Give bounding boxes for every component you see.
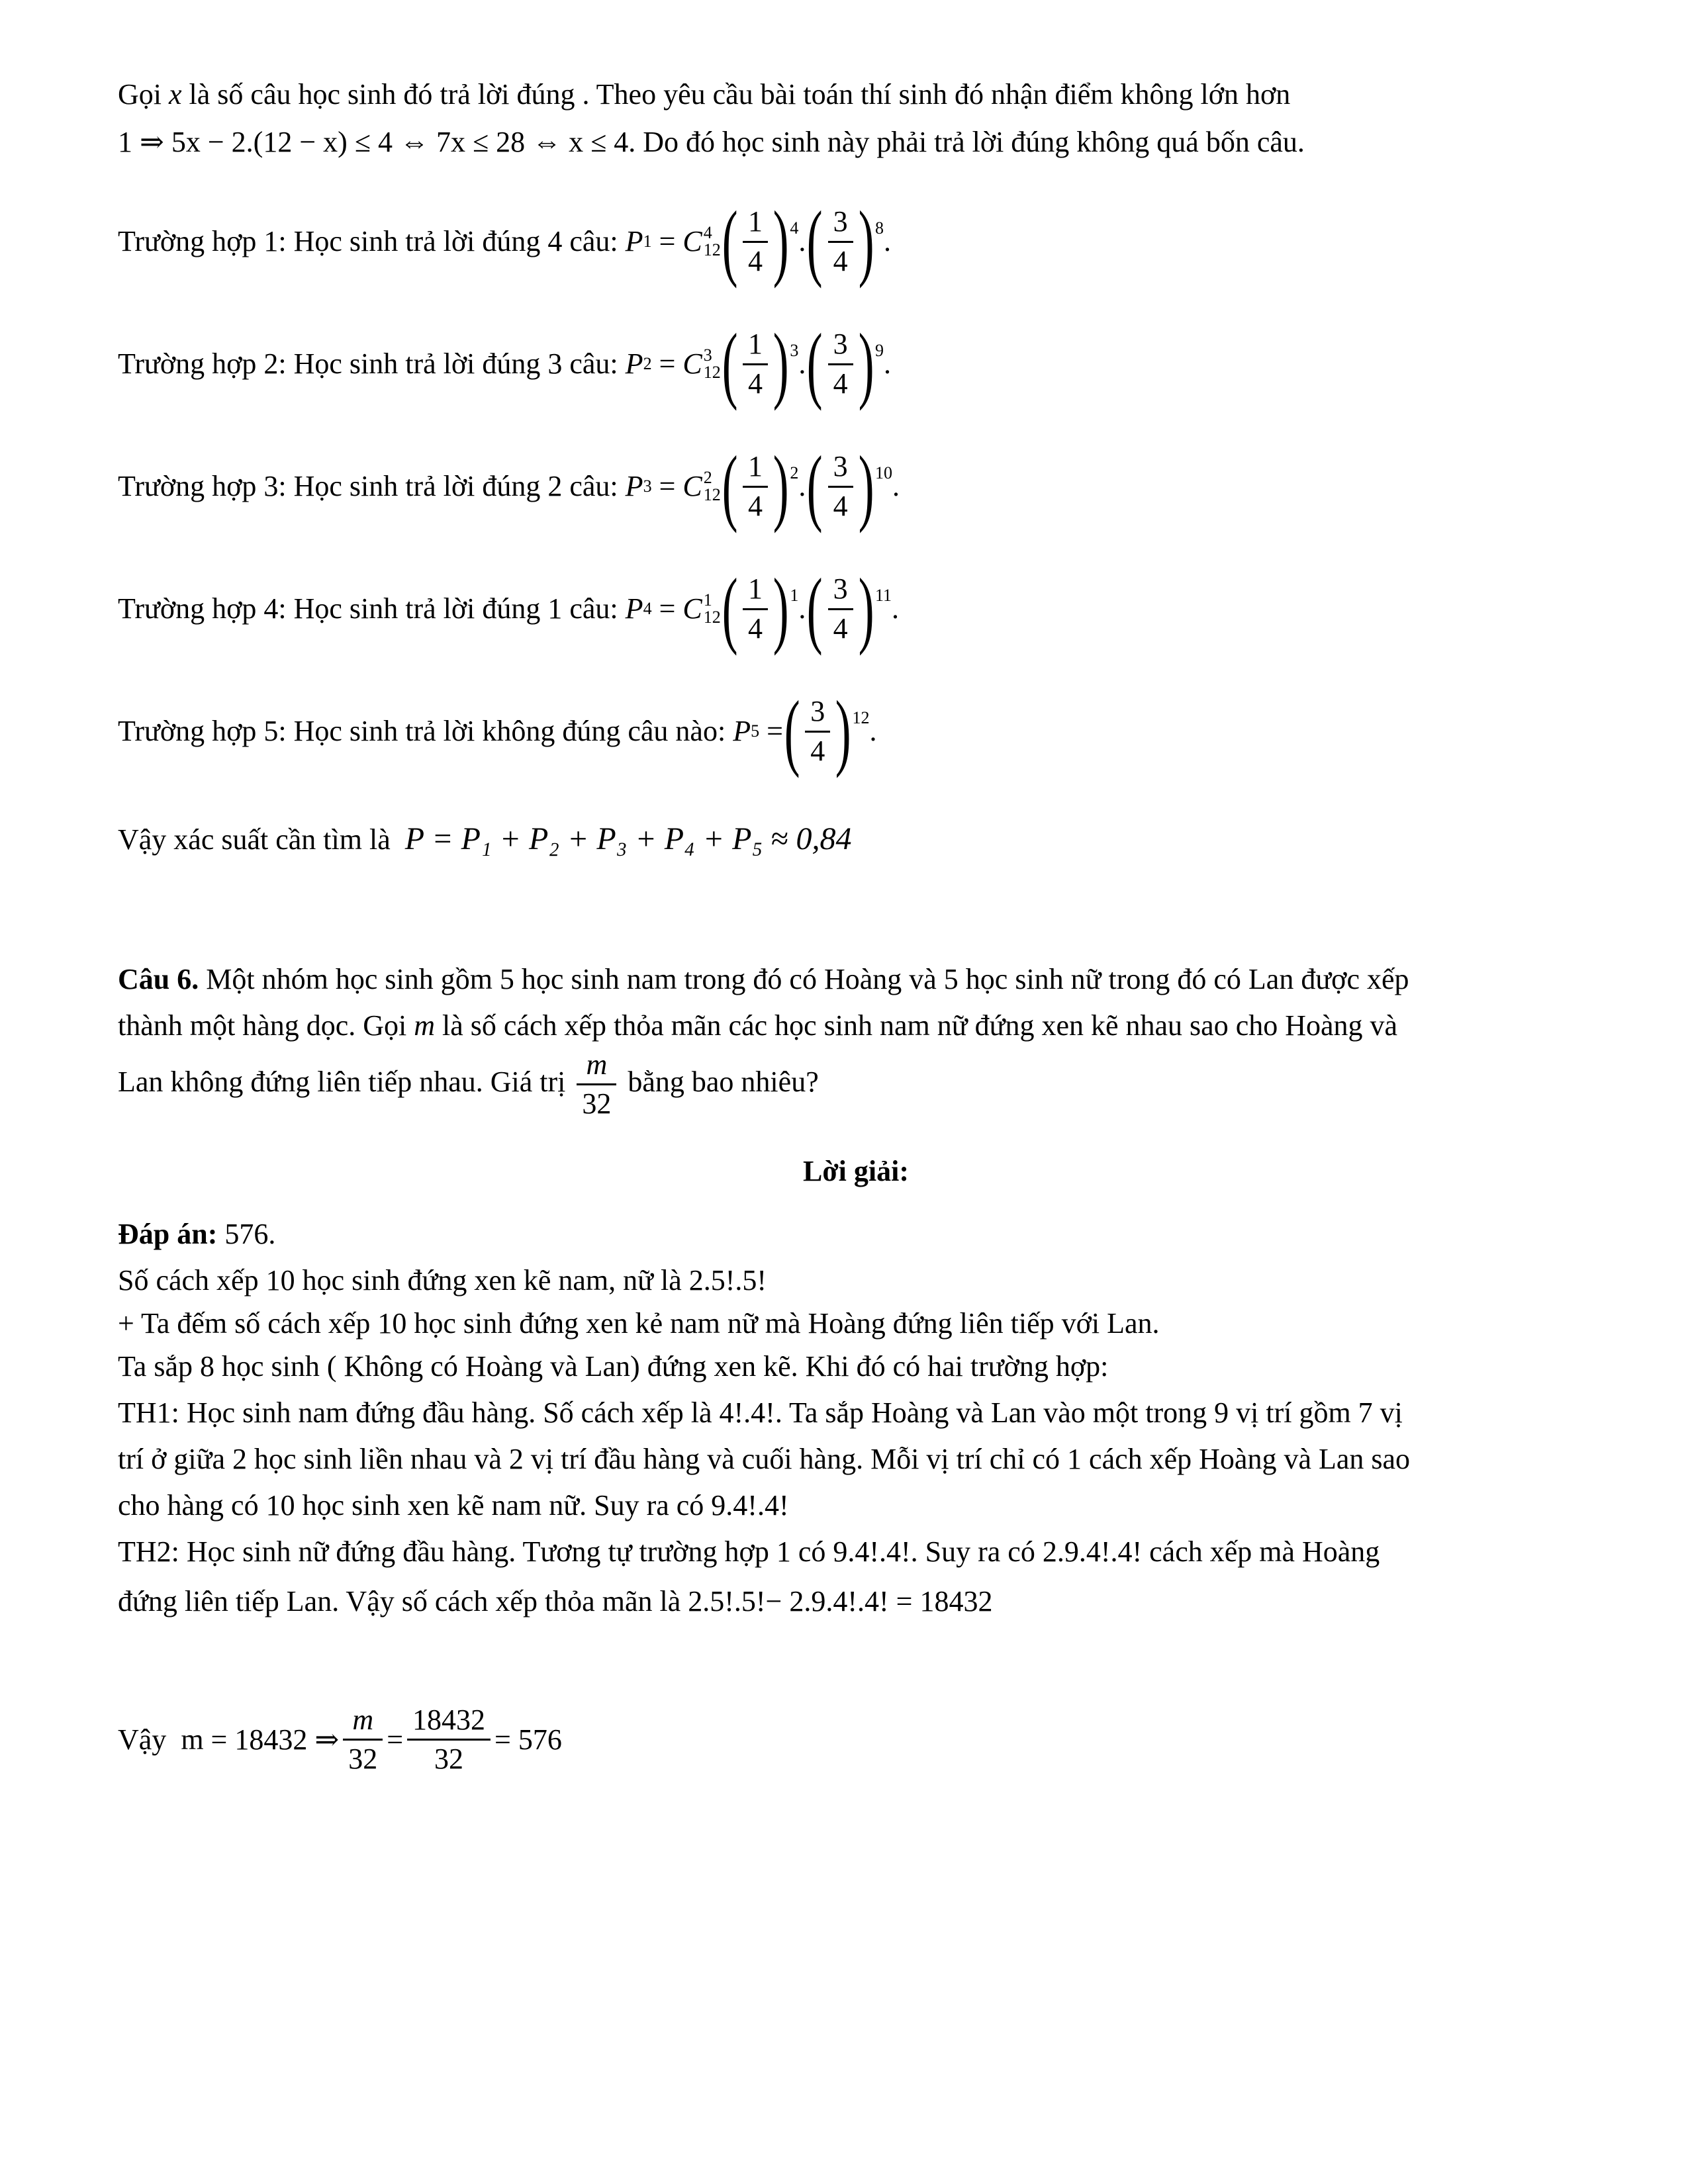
fraction-one-quarter: $\frac{1}{4}$ [743,451,768,522]
solution-line-6: cho hàng có 10 học sinh xen kẽ nam nữ. Suy ra có 9.4!.4! [118,1489,789,1522]
comb-upper: 2 [703,468,712,487]
fraction-three-quarters: $\frac{3}{4}$ [828,328,853,400]
solution-line-8: đứng liên tiếp Lan. Vậy số cách xếp thỏa mãn là 2.5!.5!− 2.9.4!.4! = 18432 [118,1585,993,1617]
exponent-1: 2 [790,463,799,483]
solution-heading: Lời giải: [802,1155,910,1187]
question-line-2 [118,1009,1397,1043]
case-row-2: Trường hợp 2: Học sinh trả lời đúng 3 câu: P 2 = C 3 12 ( $\frac{1}{4}$ ) 3 . ( $\frac{3}{4}$ ) 9 . [118,316,891,412]
case-suffix: câu: [569,592,618,625]
exponent-1: 1 [790,586,799,606]
conclusion-text: Vậy xác suất cần tìm là [118,823,391,856]
prob-index: 3 [643,477,652,496]
intro-text-c: . Do đó học sinh này phải trả lời đúng không quá bốn câu. [628,126,1305,158]
fraction-one-quarter: $\frac{1}{4}$ [743,328,768,400]
solution-line-4: TH1: Học sinh nam đứng đầu hàng. Số cách xếp là 4!.4!. Ta sắp Hoàng và Lan vào một trong 9 vị trí gồm 7 vị [118,1396,1403,1429]
question-text-3a: Lan không đứng liên tiếp nhau. Giá trị [118,1065,566,1098]
exponent-2: 9 [874,341,884,361]
case-k: 3 [547,347,563,380]
comb-upper: 4 [703,223,712,242]
prob-index: 1 [643,232,652,251]
intro-inequality: 1 ⇒ 5x − 2.(12 − x) ≤ 4 ⇔ 7x ≤ 28 ⇔ x ≤ 4 [118,126,629,158]
comb-upper: 3 [703,345,712,365]
var-m: m [414,1009,436,1042]
question-line-3 [118,1049,819,1120]
prob-symbol: P [625,347,643,380]
final-equals: = [387,1723,404,1756]
case-label: Trường hợp 3: Học sinh trả lời đúng [118,469,541,502]
solution-line-1: Số cách xếp 10 học sinh đứng xen kẽ nam, nữ là 2.5!.5! [118,1264,767,1297]
fraction-one-quarter: $\frac{1}{4}$ [743,206,768,277]
final-fraction-1: $\frac{m}{32}$ [343,1704,383,1776]
exponent-2: 11 [874,586,892,606]
document-page [118,0,1594,2184]
case-suffix: câu: [569,224,618,257]
answer-value: 576. [224,1218,276,1250]
conclusion-line [118,821,852,857]
case-suffix: câu: [569,469,618,502]
case-row-4: Trường hợp 4: Học sinh trả lời đúng 1 câu: P 4 = C 1 12 ( $\frac{1}{4}$ ) 1 . ( $\frac{3}{4}$ ) 11 . [118,561,899,657]
fraction-three-quarters: $\frac{3}{4}$ [805,696,830,767]
intro-line-1 [118,78,1290,112]
question-line-1 [118,963,1409,997]
prob-symbol: P [625,224,643,257]
case-label: Trường hợp 1: Học sinh trả lời đúng [118,224,541,257]
final-fraction-2: $\frac{18432}{32}$ [407,1704,491,1776]
case-label: Trường hợp 5: Học sinh trả lời không đúng câu nào: [118,714,726,747]
case-row-1: Trường hợp 1: Học sinh trả lời đúng 4 câu: P 1 = C 4 12 ( $\frac{1}{4}$ ) 4 . ( $\frac{3}{4}$ ) 8 . [118,194,891,289]
case-k: 4 [547,224,563,257]
answer-line [118,1218,275,1251]
question-text-2b: là số cách xếp thỏa mãn các học sinh nam nữ đứng xen kẽ nhau sao cho Hoàng và [442,1009,1398,1042]
case-label: Trường hợp 2: Học sinh trả lời đúng [118,347,541,380]
solution-line-5: trí ở giữa 2 học sinh liền nhau và 2 vị trí đầu hàng và cuối hàng. Mỗi vị trí chỉ có 1 cách xếp Hoàng và Lan sao [118,1443,1411,1475]
fraction-m-over-32: $\frac{m}{32}$ [577,1049,616,1120]
comb-lower: 12 [703,485,721,504]
var-x: x [169,78,182,111]
question-text-3b: bằng bao nhiêu? [628,1065,819,1098]
exponent-1: 4 [790,218,799,238]
case-label: Trường hợp 4: Học sinh trả lời đúng [118,592,541,625]
answer-label: Đáp án: [118,1218,218,1250]
fraction-three-quarters: $\frac{3}{4}$ [828,573,853,645]
case-row-3: Trường hợp 3: Học sinh trả lời đúng 2 câu: P 3 = C 2 12 ( $\frac{1}{4}$ ) 2 . ( $\frac{3}{4}$ ) 10 . [118,439,900,534]
comb-upper: 1 [703,590,712,610]
question-label: Câu 6. [118,963,199,995]
prob-index: 4 [643,599,652,619]
exponent-1: 3 [790,341,799,361]
fraction-one-quarter: $\frac{1}{4}$ [743,573,768,645]
fraction-three-quarters: $\frac{3}{4}$ [828,206,853,277]
final-line [118,1704,562,1776]
final-text: Vậy [118,1723,167,1756]
prob-symbol: P [625,469,643,502]
final-expr: m = 18432 ⇒ [181,1723,340,1756]
intro-text-a: Gọi [118,78,162,111]
final-result: = 576 [494,1723,562,1756]
solution-line-7: TH2: Học sinh nữ đứng đầu hàng. Tương tự trường hợp 1 có 9.4!.4!. Suy ra có 2.9.4!.4! cách xếp mà Hoàng [118,1535,1380,1568]
fraction-three-quarters: $\frac{3}{4}$ [828,451,853,522]
comb-lower: 12 [703,608,721,627]
exponent-2: 10 [874,463,892,483]
intro-line-2 [118,126,1305,159]
solution-line-3: Ta sắp 8 học sinh ( Không có Hoàng và Lan) đứng xen kẽ. Khi đó có hai trường hợp: [118,1350,1109,1383]
conclusion-formula: P = P₁ + P₂ + P₃ + P₄ + P₅ ≈ 0,84 [404,821,852,856]
solution-line-2: + Ta đếm số cách xếp 10 học sinh đứng xen kẻ nam nữ mà Hoàng đứng liên tiếp với Lan. [118,1307,1160,1340]
exponent: 12 [852,708,870,728]
case-k: 1 [547,592,563,625]
prob-index: 5 [751,721,760,741]
prob-index: 2 [643,354,652,374]
case-k: 2 [547,469,563,502]
case-row-5: Trường hợp 5: Học sinh trả lời không đúng câu nào: P 5 = ( $\frac{3}{4}$ ) 12 . [118,684,877,779]
comb-lower: 12 [703,240,721,259]
prob-symbol: P [625,592,643,625]
question-text-1: Một nhóm học sinh gồm 5 học sinh nam trong đó có Hoàng và 5 học sinh nữ trong đó có Lan được xếp [206,963,1409,995]
question-text-2a: thành một hàng dọc. Gọi [118,1009,407,1042]
case-suffix: câu: [569,347,618,380]
comb-lower: 12 [703,363,721,382]
exponent-2: 8 [874,218,884,238]
intro-text-b: là số câu học sinh đó trả lời đúng . Theo yêu cầu bài toán thí sinh đó nhận điểm không lớn hơn [189,78,1291,111]
